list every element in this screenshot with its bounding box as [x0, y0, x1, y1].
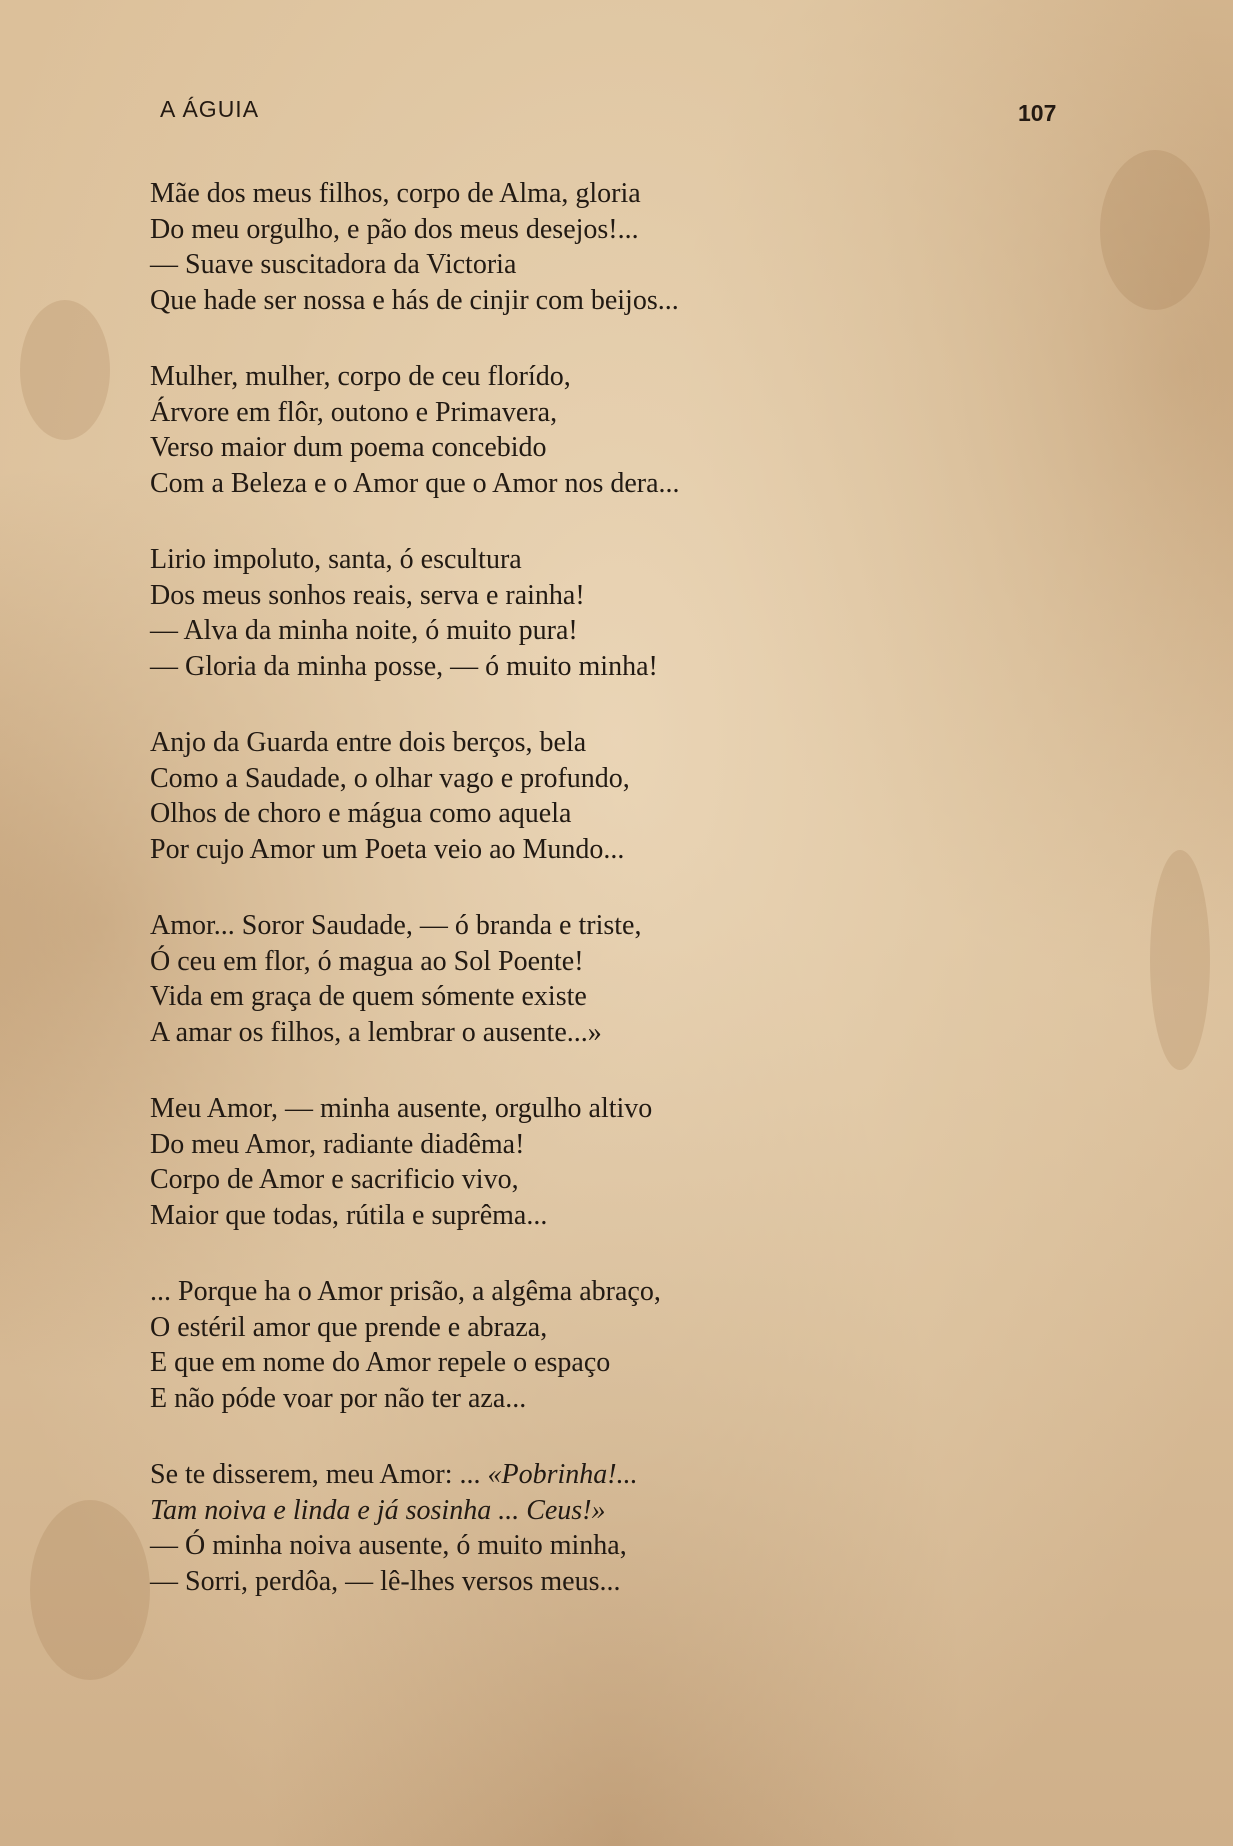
poem: [150, 176, 1050, 1640]
stain: [1150, 850, 1210, 1070]
verse-text: Se te disserem, meu Amor: ...: [150, 1459, 481, 1490]
stanza: [150, 725, 1050, 867]
verse-line: Do meu Amor, radiante diadêma!: [150, 1128, 525, 1160]
verse-line: E que em nome do Amor repele o espaço: [150, 1347, 611, 1378]
stanza: [150, 1091, 1050, 1233]
verse-line: Corpo de Amor e sacrificio vivo,: [150, 1164, 519, 1195]
stain: [20, 300, 110, 440]
verse-line: Vida em graça de quem sómente existe: [150, 981, 587, 1012]
verse-line: Meu Amor, — minha ausente, orgulho altivo: [150, 1093, 653, 1124]
stanza: [150, 908, 1050, 1050]
page-number: 107: [1018, 100, 1057, 126]
stanza: [150, 176, 1050, 318]
stanza: [150, 359, 1050, 501]
verse-line: Com a Beleza e o Amor que o Amor nos dera...: [150, 467, 680, 499]
verse-line: Lirio impoluto, santa, ó escultura: [150, 544, 522, 575]
verse-line: — Ó minha noiva ausente, ó muito minha,: [150, 1530, 627, 1561]
verse-line: [150, 1457, 1050, 1493]
stanza: [150, 542, 1050, 684]
verse-line: Árvore em flôr, outono e Primavera,: [150, 396, 558, 428]
stain: [1100, 150, 1210, 310]
verse-line: Amor... Soror Saudade, — ó branda e triste,: [150, 910, 642, 941]
verse-line: Olhos de choro e mágua como aquela: [150, 798, 572, 829]
verse-line: Mulher, mulher, corpo de ceu florído,: [150, 361, 571, 392]
verse-line: Como a Saudade, o olhar vago e profundo,: [150, 762, 630, 794]
stanza: [150, 1274, 1050, 1416]
verse-line: — Suave suscitadora da Victoria: [150, 249, 517, 280]
verse-text-italic: «Pobrinha!...: [487, 1459, 638, 1490]
verse-line: O estéril amor que prende e abraza,: [150, 1311, 548, 1343]
stanza: [150, 1457, 1050, 1599]
verse-line: — Sorri, perdôa, — lê-lhes versos meus...: [150, 1565, 621, 1597]
verse-line: — Gloria da minha posse, — ó muito minha!: [150, 650, 658, 682]
verse-line: — Alva da minha noite, ó muito pura!: [150, 615, 578, 646]
verse-line: Tam noiva e linda e já sosinha ... Ceus!»: [150, 1494, 606, 1526]
verse-line: Dos meus sonhos reais, serva e rainha!: [150, 579, 585, 611]
verse-line: Anjo da Guarda entre dois berços, bela: [150, 727, 587, 758]
verse-line: A amar os filhos, a lembrar o ausente...»: [150, 1016, 602, 1048]
verse-line: Mãe dos meus filhos, corpo de Alma, gloria: [150, 178, 641, 209]
verse-line: Ó ceu em flor, ó magua ao Sol Poente!: [150, 945, 584, 977]
stain: [30, 1500, 150, 1680]
verse-line: E não póde voar por não ter aza...: [150, 1382, 527, 1414]
verse-line: Do meu orgulho, e pão dos meus desejos!...: [150, 213, 639, 245]
verse-line: Por cujo Amor um Poeta veio ao Mundo...: [150, 833, 625, 865]
verse-line: ... Porque ha o Amor prisão, a algêma abraço,: [150, 1276, 661, 1307]
verse-line: Que hade ser nossa e hás de cinjir com beijos...: [150, 284, 679, 316]
running-head: A ÁGUIA: [160, 96, 260, 122]
verse-line: Verso maior dum poema concebido: [150, 432, 547, 463]
verse-line: Maior que todas, rútila e suprêma...: [150, 1199, 548, 1231]
